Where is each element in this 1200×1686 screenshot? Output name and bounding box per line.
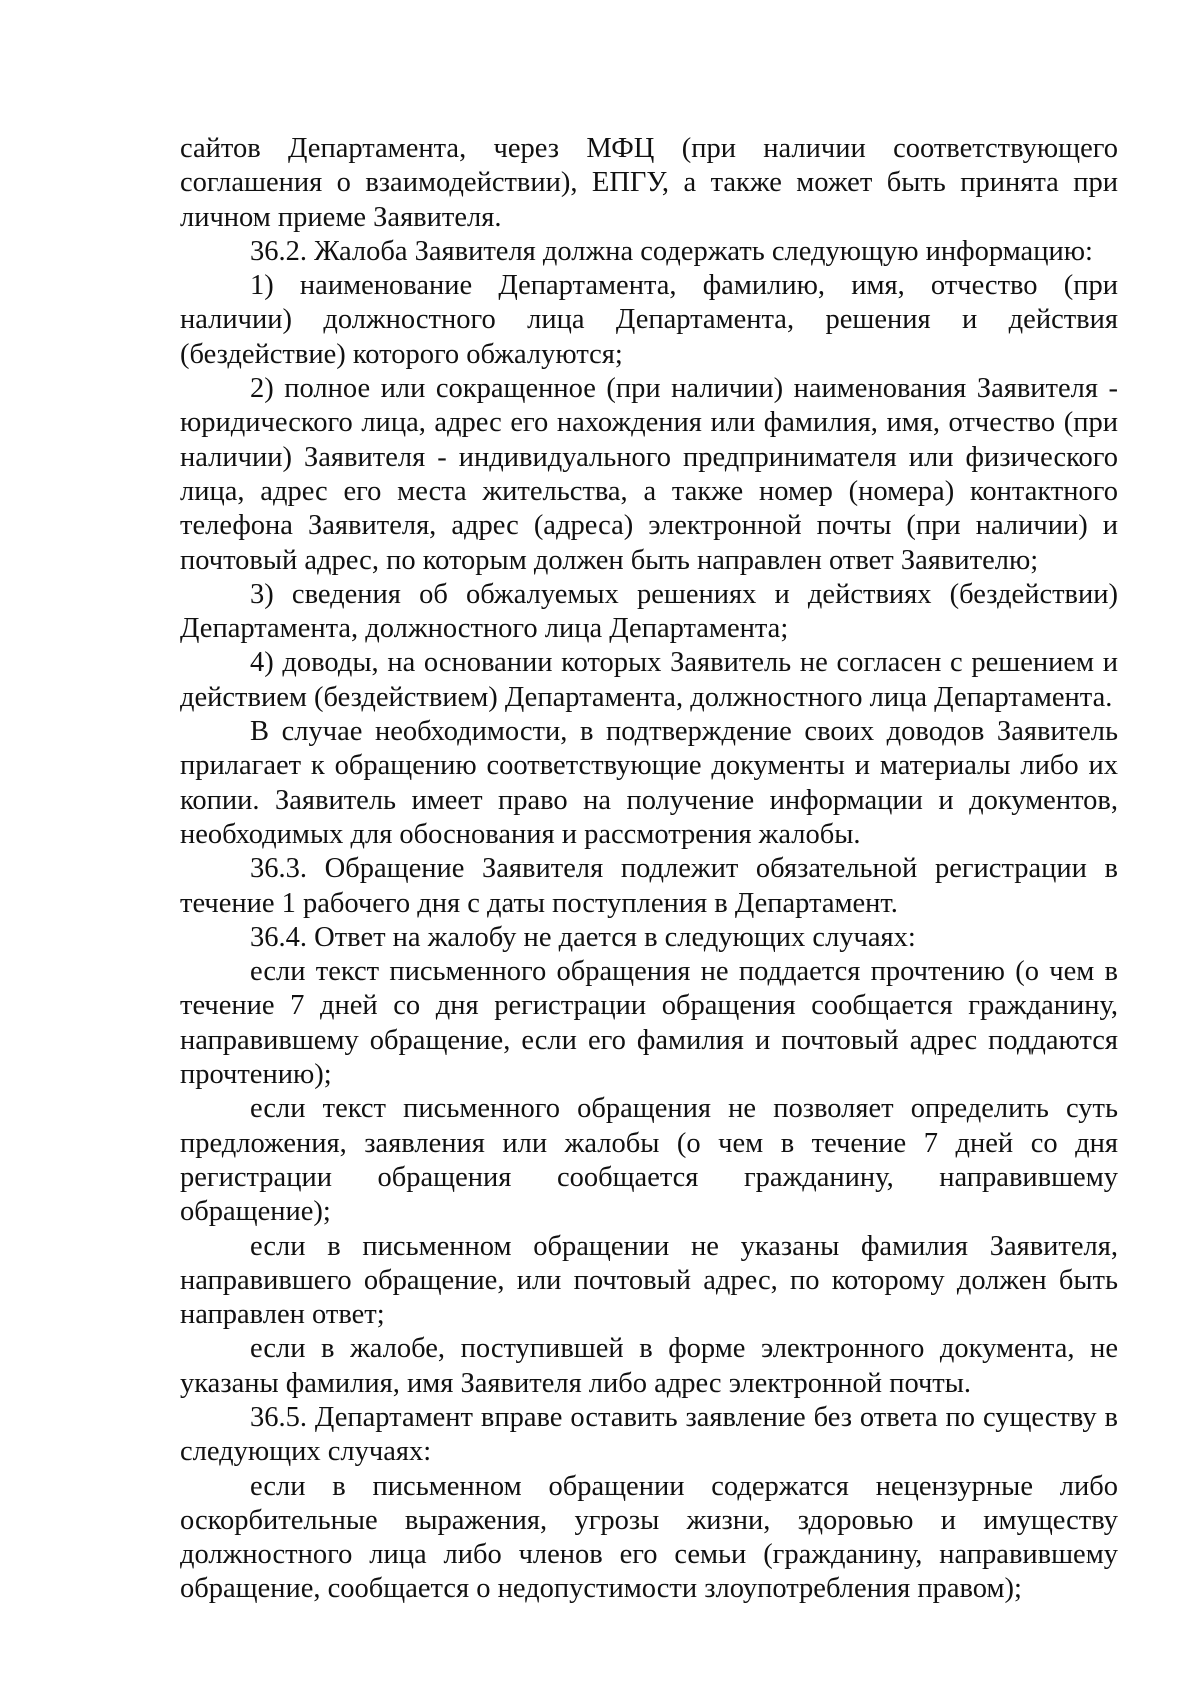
document-body: [180, 132, 1118, 1607]
case-unreadable-text: если текст письменного обращения не поддается прочтению (о чем в течение 7 дней со дня регистрации обращения сообщается гражданину, направившему обращение, если его фамилия и почтовый адрес поддаются прочтению);: [180, 956, 1118, 1091]
paragraph-36-3: 36.3. Обращение Заявителя подлежит обязательной регистрации в течение 1 рабочего дня с даты поступления в Департамент.: [180, 853, 1118, 919]
paragraph-attachments: В случае необходимости, в подтверждение своих доводов Заявитель прилагает к обращению соответствующие документы и материалы либо их копии. Заявитель имеет право на получение информации и документов, необходимых для обоснования и рассмотрения жалобы.: [180, 716, 1118, 850]
paragraph-continuation: сайтов Департамента, через МФЦ (при наличии соответствующего соглашения о взаимодействии), ЕПГУ, а также может быть принята при личном приеме Заявителя.: [180, 133, 1118, 233]
list-item-4: 4) доводы, на основании которых Заявитель не согласен с решением и действием (бездействием) Департамента, должностного лица Департамента.: [180, 647, 1118, 713]
case-obscene-language: если в письменном обращении содержатся нецензурные либо оскорбительные выражения, угрозы жизни, здоровью и имуществу должностного лица либо членов его семьи (гражданину, направившему обращение, сообщается о недопустимости злоупотребления правом);: [180, 1470, 1118, 1605]
list-item-1: 1) наименование Департамента, фамилию, имя, отчество (при наличии) должностного лица Департамента, решения и действия (бездействие) которого обжалуются;: [180, 270, 1118, 370]
paragraph-36-2: 36.2. Жалоба Заявителя должна содержать следующую информацию:: [250, 235, 1093, 267]
case-unclear-essence: если текст письменного обращения не позволяет определить суть предложения, заявления или жалобы (о чем в течение 7 дней со дня регистрации обращения сообщается гражданину, направившему обращение);: [180, 1093, 1118, 1228]
case-no-surname-address: если в письменном обращении не указаны фамилия Заявителя, направившего обращение, или почтовый адрес, по которому должен быть направлен ответ;: [180, 1230, 1118, 1331]
paragraph-36-5: 36.5. Департамент вправе оставить заявление без ответа по существу в следующих случаях:: [180, 1401, 1118, 1468]
case-electronic-no-name: если в жалобе, поступившей в форме электронного документа, не указаны фамилия, имя Заявителя либо адрес электронной почты.: [180, 1333, 1118, 1399]
list-item-2: 2) полное или сокращенное (при наличии) наименования Заявителя - юридического лица, адрес его нахождения или фамилия, имя, отчество (при наличии) Заявителя - индивидуального предпринимателя или физического лица, адрес его места жительства, а также номер (номера) контактного телефона Заявителя, адрес (адреса) электронной почты (при наличии) и почтовый адрес, по которым должен быть направлен ответ Заявителю;: [180, 373, 1118, 576]
list-item-3: 3) сведения об обжалуемых решениях и действиях (бездействии) Департамента, должностного лица Департамента;: [180, 578, 1118, 645]
paragraph-36-4: 36.4. Ответ на жалобу не дается в следующих случаях:: [250, 921, 916, 953]
